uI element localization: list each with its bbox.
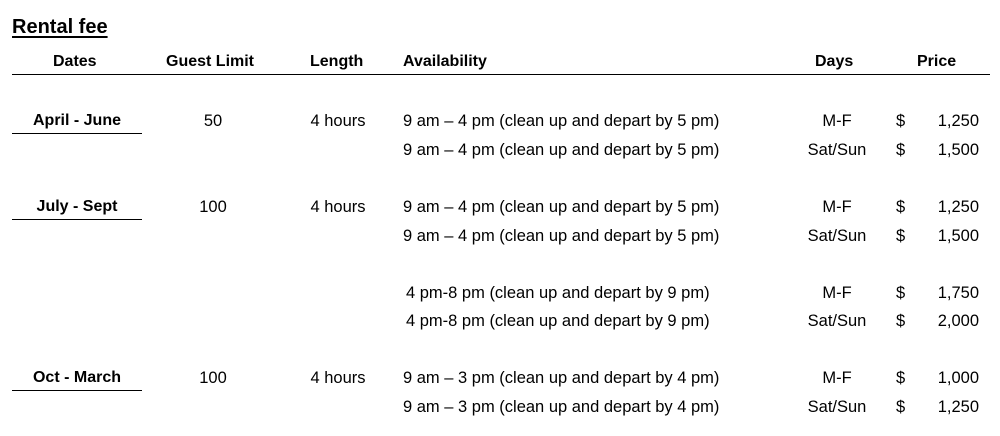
header-days: Days [815,53,854,70]
length: 4 hours [310,112,366,130]
currency-symbol: $ [896,112,906,130]
header-guest-limit: Guest Limit [166,53,255,70]
currency-symbol: $ [896,312,906,330]
guest-limit: 50 [203,112,223,130]
header-dates: Dates [53,53,97,70]
guest-limit: 100 [199,369,227,387]
availability: 9 am – 4 pm (clean up and depart by 5 pm) [403,141,720,159]
days: Sat/Sun [807,141,867,159]
availability: 9 am – 4 pm (clean up and depart by 5 pm) [403,198,720,216]
days: Sat/Sun [807,398,867,416]
price: 1,750 [937,284,979,302]
price: 2,000 [937,312,979,330]
days: Sat/Sun [807,227,867,245]
price: 1,250 [937,112,979,130]
currency-symbol: $ [896,284,906,302]
days: M-F [822,369,852,387]
currency-symbol: $ [896,398,906,416]
currency-symbol: $ [896,141,906,159]
price: 1,500 [937,141,979,159]
date-range-oct-march: Oct - March [12,369,142,391]
currency-symbol: $ [896,198,906,216]
date-range-july-sept: July - Sept [12,198,142,220]
length: 4 hours [310,198,366,216]
date-range-april-june: April - June [12,112,142,134]
availability: 4 pm-8 pm (clean up and depart by 9 pm) [406,284,710,302]
availability: 9 am – 4 pm (clean up and depart by 5 pm) [403,112,720,130]
currency-symbol: $ [896,227,906,245]
guest-limit: 100 [199,198,227,216]
header-length: Length [310,53,364,70]
price: 1,250 [937,198,979,216]
days: M-F [822,284,852,302]
currency-symbol: $ [896,369,906,387]
days: M-F [822,112,852,130]
availability: 9 am – 3 pm (clean up and depart by 4 pm) [403,369,720,387]
price: 1,250 [937,398,979,416]
header-price: Price [917,53,957,70]
days: Sat/Sun [807,312,867,330]
price: 1,000 [937,369,979,387]
length: 4 hours [310,369,366,387]
header-availability: Availability [403,53,487,70]
availability: 9 am – 3 pm (clean up and depart by 4 pm) [403,398,720,416]
header-divider [12,74,990,75]
availability: 4 pm-8 pm (clean up and depart by 9 pm) [406,312,710,330]
page-title: Rental fee [12,16,108,38]
days: M-F [822,198,852,216]
availability: 9 am – 4 pm (clean up and depart by 5 pm) [403,227,720,245]
price: 1,500 [937,227,979,245]
